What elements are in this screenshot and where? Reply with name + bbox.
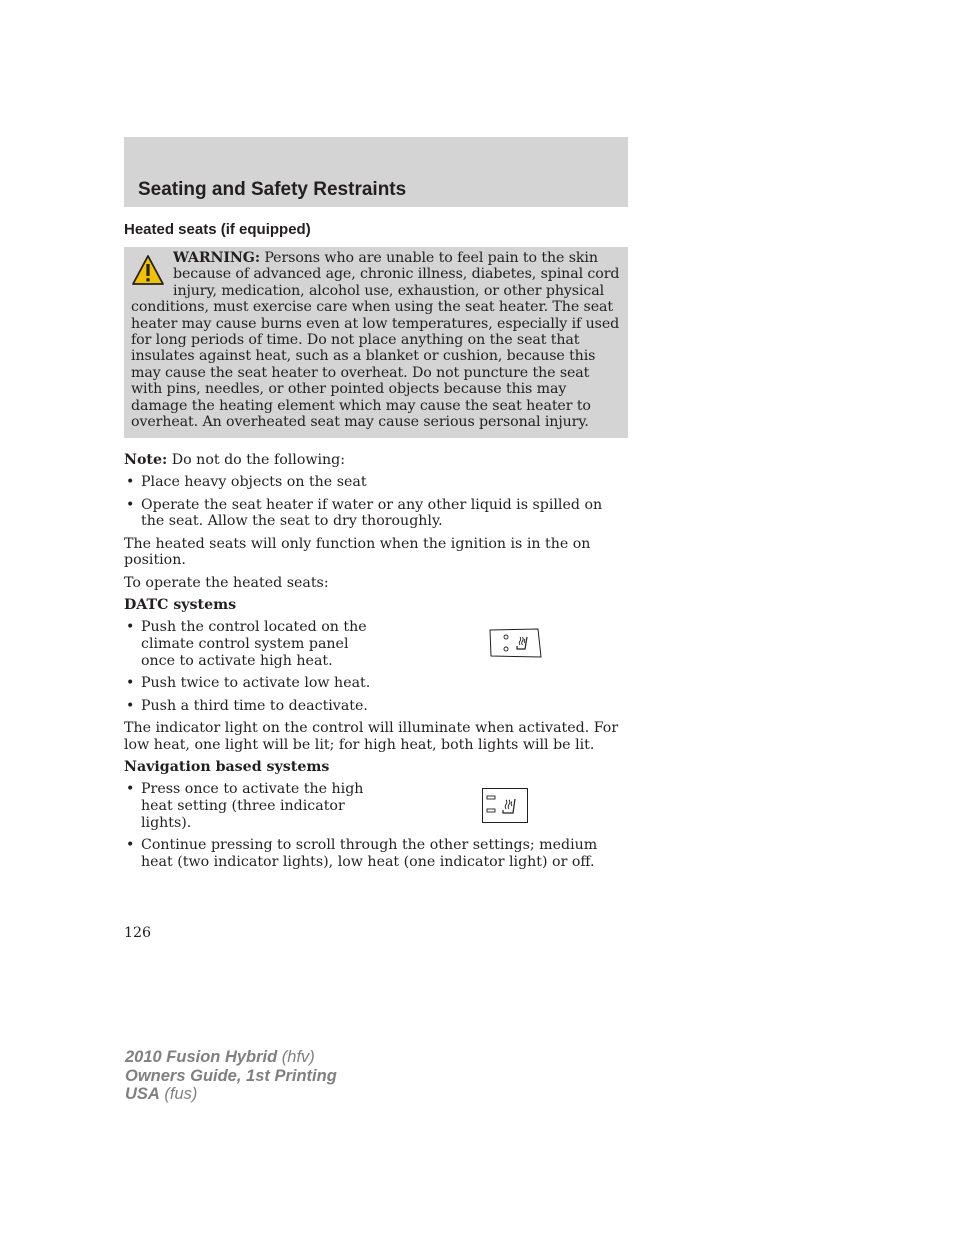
ignition-paragraph: The heated seats will only function when the ignition is in the on position.	[124, 535, 591, 569]
list-item: • Push twice to activate low heat.	[124, 675, 628, 692]
footer-market: USA	[125, 1085, 160, 1103]
body-content	[124, 452, 628, 876]
datc-heading: DATC systems	[124, 597, 237, 614]
section-header-band	[124, 137, 628, 207]
subsection-title: Heated seats (if equipped)	[124, 221, 311, 238]
footer-line	[125, 1067, 337, 1086]
footer-printing: Owners Guide, 1st Printing	[125, 1066, 337, 1085]
list-item: • Place heavy objects on the seat	[124, 474, 628, 491]
warning-label: WARNING:	[173, 250, 260, 266]
list-item: • Press once to activate the high heat setting (three indicator lights).	[124, 781, 386, 831]
warning-box	[124, 247, 628, 438]
note-text: Do not do the following:	[167, 452, 346, 468]
list-item: • Push the control located on the climate control system panel once to activate high heat.	[124, 619, 386, 669]
navigation-list	[124, 781, 628, 870]
list-item: • Continue pressing to scroll through the other settings; medium heat (two indicator lights), low heat (one indicator light) or off.	[124, 837, 628, 871]
operate-paragraph: To operate the heated seats:	[124, 574, 329, 591]
page-number: 126	[124, 925, 152, 941]
footer	[125, 1048, 337, 1104]
section-title: Seating and Safety Restraints	[138, 179, 407, 200]
list-item: • Operate the seat heater if water or any other liquid is spilled on the seat. Allow the seat to dry thoroughly.	[124, 497, 628, 531]
footer-line	[125, 1085, 337, 1104]
note-list	[124, 474, 628, 530]
list-item: • Push a third time to deactivate.	[124, 698, 628, 715]
note-label: Note:	[124, 452, 168, 468]
navigation-heading: Navigation based systems	[124, 758, 330, 775]
datc-list	[124, 619, 628, 714]
footer-model-code: (hfv)	[277, 1048, 315, 1066]
warning-text	[131, 250, 620, 430]
warning-body: Persons who are unable to feel pain to the skin because of advanced age, chronic illness, diabetes, spinal cord injury, medication, alcohol use, exhaustion, or other physical conditions, must exercise care when using the seat heater. The seat heater may cause burns even at low temperatures, especially if used for long periods of time. Do not place anything on the seat that insulates against heat, such as a blanket or cushion, because this may cause the seat heater to overheat. Do not puncture the seat with pins, needles, or other pointed objects because this may damage the heating element which may cause the seat heater to overheat. An overheated seat may cause serious personal injury.	[131, 250, 620, 431]
heated-seat-button-icon	[482, 788, 528, 823]
warning-triangle-icon	[131, 254, 165, 288]
indicator-paragraph: The indicator light on the control will illuminate when activated. For low heat, one light will be lit; for high heat, both lights will be lit.	[124, 719, 619, 753]
footer-line	[125, 1048, 337, 1067]
footer-market-code: (fus)	[159, 1085, 198, 1103]
note-paragraph	[124, 452, 628, 469]
footer-model: 2010 Fusion Hybrid	[125, 1048, 278, 1066]
heated-seat-button-icon	[489, 628, 543, 658]
